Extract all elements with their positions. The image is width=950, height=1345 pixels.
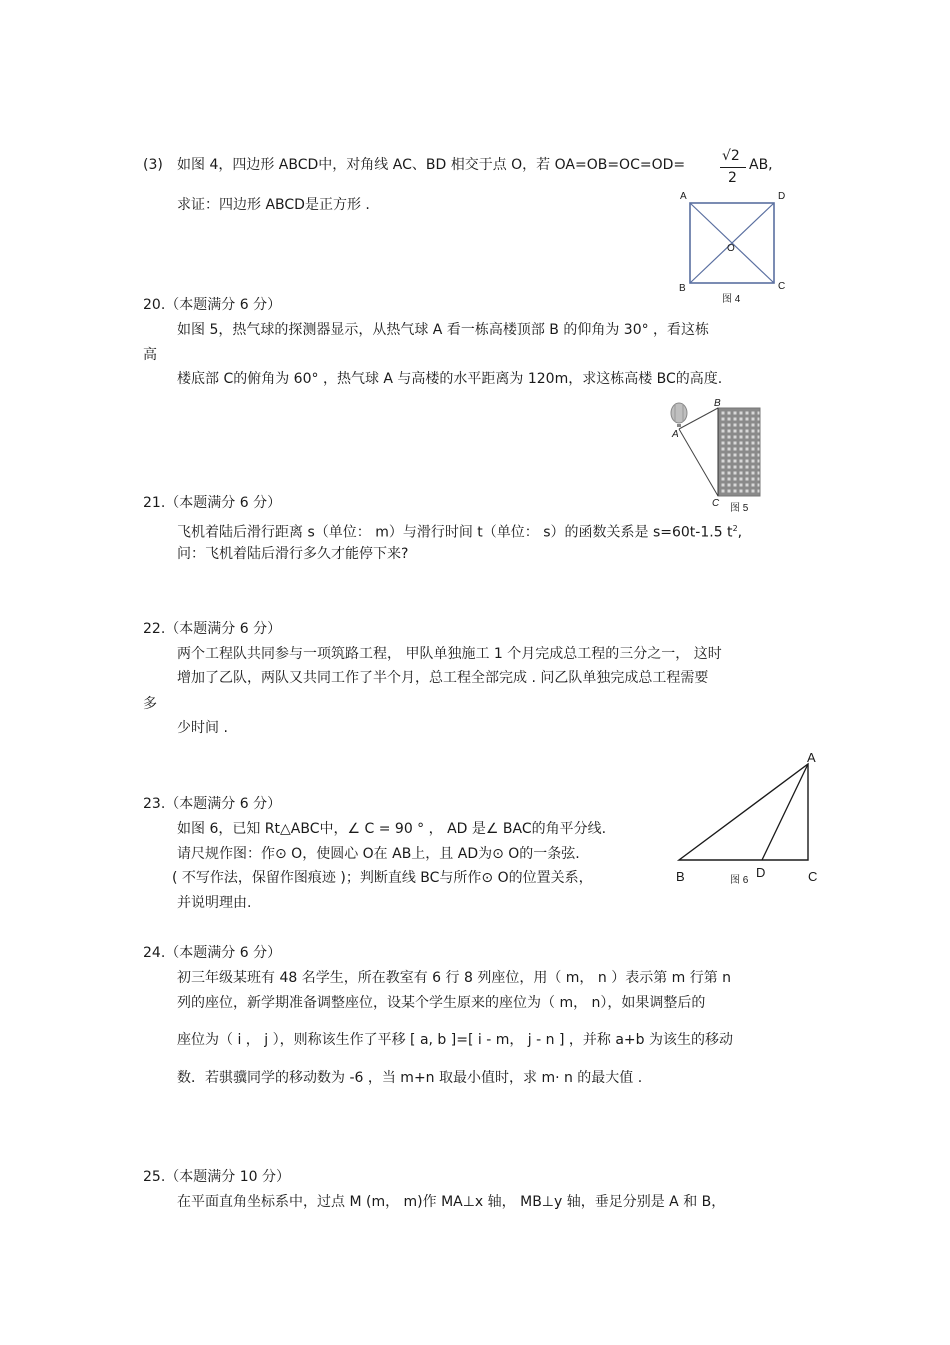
fig6-caption: 图 6 [730,875,749,886]
figure-4 [676,188,796,306]
q19-3-line1: 如图 4，四边形 ABCD中，对角线 AC、BD 相交于点 O，若 OA=OB=OC=OD= [177,157,686,173]
fig4-label-c: C [778,281,786,292]
q21-line1-end: , [737,524,743,541]
q20-header: 20.（本题满分 6 分） [143,297,282,313]
figure-5 [666,398,766,513]
fig5-caption: 图 5 [730,503,749,514]
fig6-label-d: D [756,865,766,880]
triangle-diagram [674,750,824,886]
q19-3-fraction [720,148,748,188]
q24-line2: 列的座位，新学期准备调整座位，设某个学生原来的座位为（ m， n），如果调整后的 [177,995,706,1011]
q25-header: 25.（本题满分 10 分） [143,1169,290,1185]
q23-line3: ( 不写作法，保留作图痕迹 )；判断直线 BC与所作⊙ O的位置关系， [172,870,593,886]
q19-3-line2: 求证：四边形 ABCD是正方形 . [177,197,370,213]
balloon-building-diagram [666,398,766,513]
hot-air-balloon [671,403,687,423]
q19-3-line1-end: AB, [749,157,773,173]
figure-6 [674,750,824,886]
fraction-numerator: √2 [722,148,740,164]
fig4-label-b: B [679,283,686,294]
sight-line-ac [679,429,718,496]
q20-line1-wrap: 高 [143,347,157,363]
fig4-label-o: O [727,243,735,254]
q21-line2: 问：飞机着陆后滑行多久才能停下来? [177,546,409,562]
building [718,408,760,496]
q25-line1: 在平面直角坐标系中，过点 M (m， m)作 MA⊥x 轴， MB⊥y 轴，垂足分别是 A 和 B， [177,1194,726,1210]
q24-line4: 数．若骐骥同学的移动数为 -6 ，当 m+n 取最小值时，求 m· n 的最大值 . [177,1070,643,1086]
fig5-label-a: A [672,429,679,440]
fraction-bar [720,167,746,168]
fig6-label-b: B [676,869,685,884]
q21-line1 [177,520,742,542]
triangle-abc [679,764,808,860]
q22-line2-wrap: 多 [143,696,157,712]
q19-3-number: (3) [143,157,163,173]
q23-header: 23.（本题满分 6 分） [143,796,282,812]
q23-line1: 如图 6，已知 Rt△ABC中，∠ C = 90 ° ， AD 是∠ BAC的角平分线. [177,821,607,837]
q24-line1: 初三年级某班有 48 名学生，所在教室有 6 行 8 列座位，用（ m， n ）表示第 m 行第 n [177,970,732,986]
q22-header: 22.（本题满分 6 分） [143,621,282,637]
q21-superscript: 2 [732,524,738,533]
fig5-label-c: C [712,498,720,509]
q24-header: 24.（本题满分 6 分） [143,945,282,961]
q24-line3: 座位为（ i ， j ），则称该生作了平移 [ a, b ]=[ i - m， j - n ] ，并称 a+b 为该生的移动 [177,1032,733,1048]
q23-line2: 请尺规作图：作⊙ O，使圆心 O在 AB上，且 AD为⊙ O的一条弦. [177,846,580,862]
q22-line2: 增加了乙队，两队又共同工作了半个月，总工程全部完成 . 问乙队单独完成总工程需要 [177,670,709,686]
q23-line4: 并说明理由. [177,895,252,911]
fig6-label-a: A [807,750,816,765]
q22-line1: 两个工程队共同参与一项筑路工程， 甲队单独施工 1 个月完成总工程的三分之一， 这时 [177,646,722,662]
fig4-label-d: D [778,191,786,202]
q21-line1-text: 飞机着陆后滑行距离 s（单位： m）与滑行时间 t（单位： s）的函数关系是 s=60t-1.5 t [177,524,733,541]
bisector-ad [762,764,808,860]
q20-line1: 如图 5，热气球的探测器显示，从热气球 A 看一栋高楼顶部 B 的仰角为 30° ，看这栋 [177,322,710,338]
q22-line3: 少时间 . [177,720,228,736]
fraction-denominator: 2 [728,170,737,186]
fig5-label-b: B [714,398,721,409]
fig4-label-a: A [680,191,687,202]
fig6-label-c: C [808,869,818,884]
q20-line2: 楼底部 C的俯角为 60° ，热气球 A 与高楼的水平距离为 120m，求这栋高楼 BC的高度. [177,371,723,387]
fig4-caption: 图 4 [722,294,741,305]
q21-header: 21.（本题满分 6 分） [143,495,282,511]
